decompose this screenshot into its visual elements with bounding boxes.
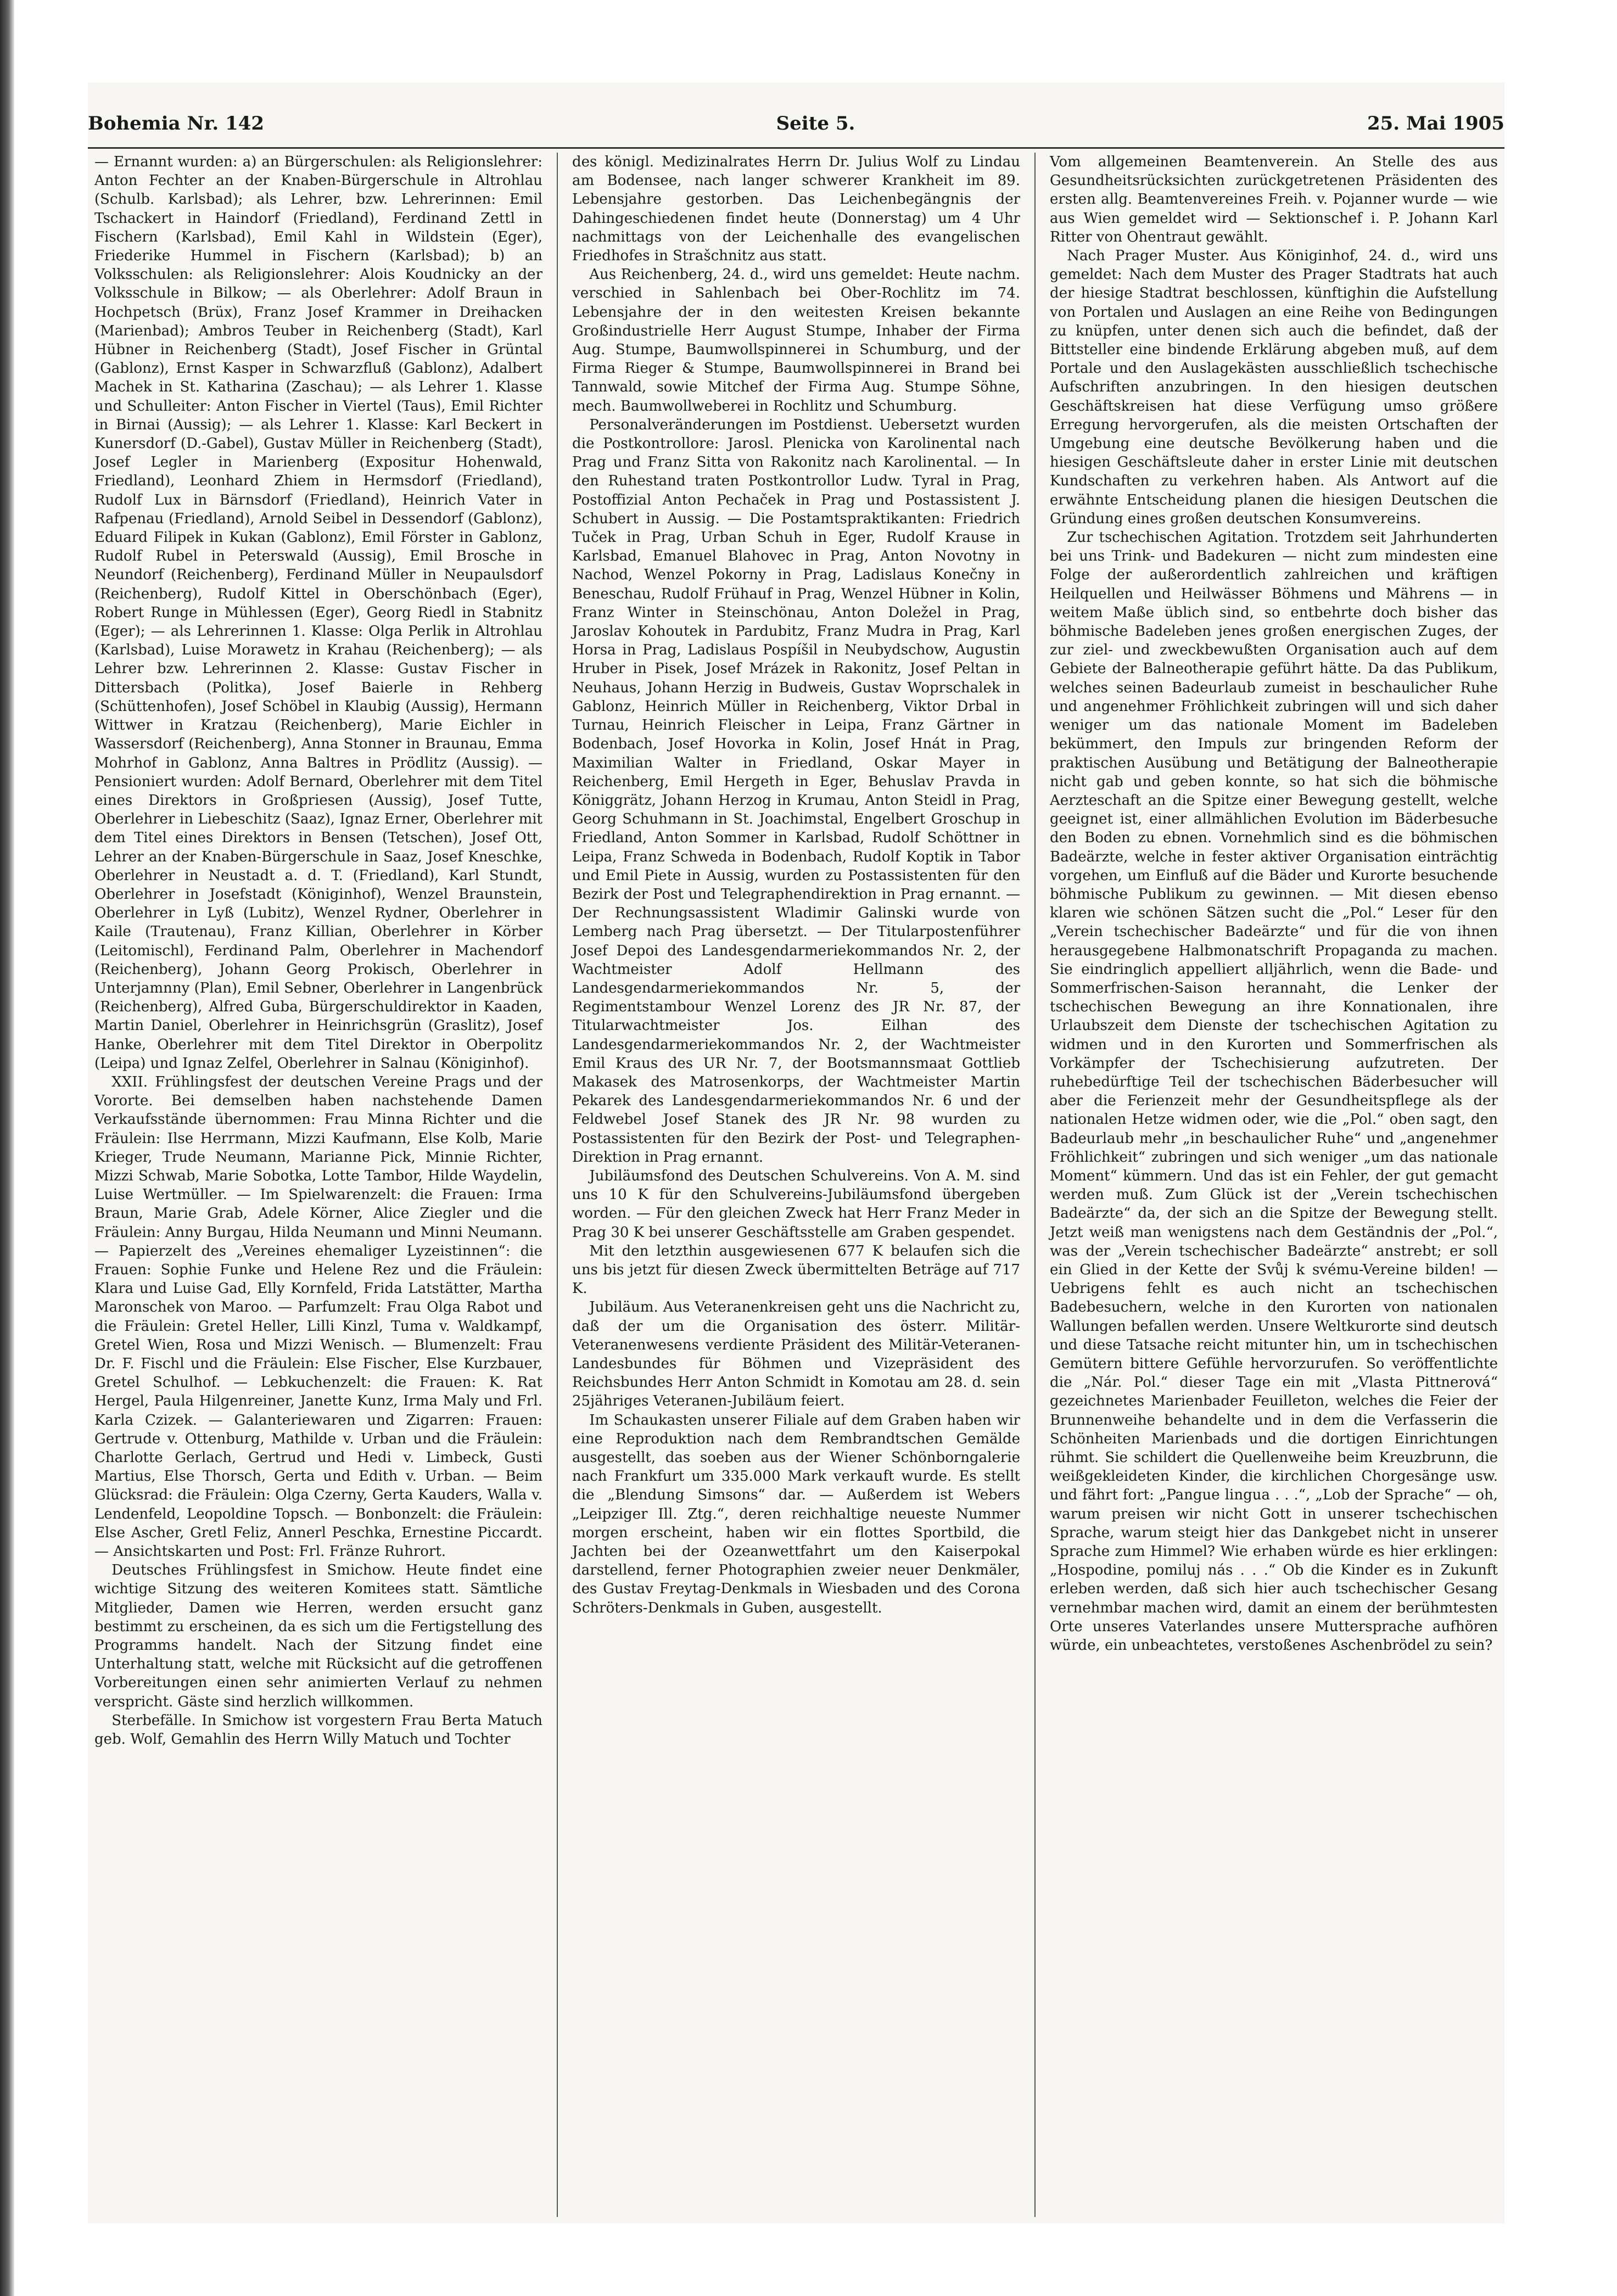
article-prague-model: Nach Prager Muster. Aus Königinhof, 24. d., wird uns gemeldet: Nach dem Muster des Prager Stadtrats hat auch der hiesige Stadtrat beschlossen, künftighin die Aufstellung von Portalen und Auslagen an eine Reihe von Bedingungen zu knüpfen, unter denen sich auch die befindet, daß der Bittsteller eine bindende Erklärung abgeben muß, auf dem Portale und den Auslagekästen ausschließlich tschechische Aufschriften anzubringen. In den hiesigen deutschen Geschäftskreisen hat diese Verfügung umso größere Erregung hervorgerufen, als die meisten Ortschaften der Umgebung eine deutsche Bevölkerung haben und die hiesigen Geschäftsleute daher in erster Linie mit deutschen Kundschaften zu verkehren haben. Als Antwort auf die erwähnte Entscheidung planen die hiesigen Deutschen die Gründung eines großen deutschen Konsumvereins.	[1050, 248, 1498, 527]
column-divider	[1027, 153, 1043, 2217]
columns	[88, 153, 1504, 2217]
article-school-fund: Jubiläumsfond des Deutschen Schulvereins. Von A. M. sind uns 10 K für den Schulvereins-Jubiläumsfond übergeben worden. — Für den gleichen Zweck hat Herr Franz Meder in Prag 30 K bei unserer Geschäftsstelle am Graben gespendet.	[572, 1167, 1020, 1241]
article-czech-agitation: Zur tschechischen Agitation. Trotzdem seit Jahrhunderten bei uns Trink- und Badekuren — nicht zum mindesten eine Folge der außerordentlich zahlreichen und kräftigen Heilquellen und Heilwässer Böhmens und Mährens — in weitem Maße üblich sind, so entbehrte doch bisher das böhmische Badeleben jenes großen energischen Zuges, der zur ziel- und zweckbewußten Organisation auch auf dem Gebiete der Balneotherapie geführt hätte. Da das Publikum, welches seinen Badeurlaub zumeist in beschaulicher Ruhe und angenehmer Fröhlichkeit zubringen will und sich daher weniger um das nationale Moment im Badeleben bekümmert, den Impuls zur bringenden Reform der praktischen Ausübung und Betätigung der Balneotherapie nicht gab und geben konnte, so hat sich die böhmische Aerzteschaft an die Spitze einer Bewegung gestellt, welche geeignet ist, einer allmählichen Evolution im Bäderbesuche den Boden zu ebnen. Vornehmlich sind es die böhmischen Badeärzte, welche in fester aktiver Organisation einträchtig vorgehen, um Einfluß auf die Bäder und Kurorte besuchende böhmische Publikum zu gewinnen. — Mit diesen ebenso klaren wie schönen Sätzen sucht die „Pol.“ Leser für den „Verein tschechischer Badeärzte“ und für die von ihnen herausgegebene Halbmonatschrift Propaganda zu machen. Sie eindringlich appelliert alljährlich, wenn die Bade- und Sommerfrischen-Saison herannaht, die Lenker der tschechischen Bewegung an ihre Konnationalen, ihre Urlaubszeit dem Dienste der tschechischen Agitation zu widmen und in den Kurorten und Sommerfrischen als Vorkämpfer der Tschechisierung aufzutreten. Der ruhebedürftige Teil der tschechischen Bäderbesucher will aber die Ferienzeit mehr der Gesundheitspflege als der nationalen Hetze widmen oder, wie die „Pol.“ oben sagt, den Badeurlaub mehr „in beschaulicher Ruhe“ und „angenehmer Fröhlichkeit“ zubringen und sich weniger „um das nationale Moment“ kümmern. Und das ist ein Fehler, der gut gemacht werden muß. Zum Glück ist der „Verein tschechischen Badeärzte“ da, der sich an die Spitze der Bewegung stellt. Jetzt weiß man wenigstens nach dem Geständnis der „Pol.“, was der „Verein tschechischer Badeärzte“ anstrebt; er soll ein Glied in der Kette der Svůj k svému-Vereine bilden! — Uebrigens fehlt es auch nicht an tschechischen Badebesuchern, welche in den Kurorten von nationalen Wallungen befallen werden. Unsere Weltkurorte sind deutsch und diese Tatsache reicht mitunter hin, um in tschechischen Gemütern bittere Gefühle hervorzurufen. So veröffentlichte die „Nár. Pol.“ dieser Tage ein mit „Vlasta Pittnerová“ gezeichnetes Marienbader Feuilleton, welches die Feier der Brunnenweihe behandelte und in dem die Verfasserin die Schönheiten Marienbads und die dortigen Einrichtungen rühmt. Sie schildert die Quellenweihe beim Kreuzbrunn, die weißgekleideten Kinder, die kirchlichen Chorgesänge usw. und fährt fort: „Pangue lingua . . .“, „Lob der Sprache“ — oh, warum preisen wir nicht Gott in unserer tschechischen Sprache, warum steigt hier das Dankgebet nicht in unserer Sprache zum Himmel? Wie erhaben würde es hier erklingen: „Hospodine, pomiluj nás . . .“ Ob die Kinder es in Zukunft erleben werden, daß sich hier auch tschechischer Gesang vernehmbar machen wird, damit an einem der berühmtesten Orte unseres Vaterlandes unsere Muttersprache aufhören würde, ein unbeachtetes, verstoßenes Aschenbrödel zu sein?	[1050, 529, 1498, 1654]
header-date: 25. Mai 1905	[1367, 113, 1504, 135]
article-deaths-continued: des königl. Medizinalrates Herrn Dr. Julius Wolf zu Lindau am Bodensee, nach langer schwerer Krankheit im 89. Lebensjahre gestorben. Das Leichenbegängnis der Dahingeschiedenen findet heute (Donnerstag) um 4 Uhr nachmittags von der Leichenhalle des evangelischen Friedhofes in Strašchnitz aus statt.	[572, 154, 1020, 265]
column-3	[1043, 153, 1504, 2217]
article-reichenberg: Aus Reichenberg, 24. d., wird uns gemeldet: Heute nachm. verschied in Sahlenbach bei Ober-Rochlitz im 74. Lebensjahre der in den weitesten Kreisen bekannte Großindustrielle Herr August Stumpe, Inhaber der Firma Aug. Stumpe, Baumwollspinnerei in Schumburg, und der Firma Rieger & Stumpe, Baumwollspinnerei in Brand bei Tannwald, sowie Mitchef der Firma Aug. Stumpe Söhne, mech. Baumwollweberei in Rochlitz und Schumburg.	[572, 266, 1020, 415]
header-publication: Bohemia Nr. 142	[88, 113, 265, 135]
header-rule	[88, 147, 1504, 149]
article-school-fund-total: Mit den letzthin ausgewiesenen 677 K belaufen sich die uns bis jetzt für diesen Zweck übermittelten Beträge auf 717 K.	[572, 1242, 1020, 1297]
article-smichow-festival: Deutsches Frühlingsfest in Smichow. Heute findet eine wichtige Sitzung des weiteren Komitees statt. Sämtliche Mitglieder, Damen wie Herren, werden ersucht ganz bestimmt zu erscheinen, da es sich um die Fertigstellung des Programms handelt. Nach der Sitzung findet eine Unterhaltung statt, welche mit Rücksicht auf die getroffenen Vorbereitungen einen sehr animierten Verlauf zu nehmen verspricht. Gäste sind herzlich willkommen.	[94, 1562, 542, 1710]
newspaper-page	[88, 82, 1504, 2224]
article-appointments: — Ernannt wurden: a) an Bürgerschulen: als Religionslehrer: Anton Fechter an der Knaben-Bürgerschule in Altrohlau (Schulb. Karlsbad); als Lehrer, bzw. Lehrerinnen: Emil Tschackert in Haindorf (Friedland), Ferdinand Zettl in Fischern (Karlsbad), Emil Kahl in Wildstein (Eger), Friederike Hummel in Fischern (Karlsbad); b) an Volksschulen: als Religionslehrer: Alois Koudnicky an der Volksschule in Bilkow; — als Oberlehrer: Adolf Braun in Hochpetsch (Brüx), Franz Josef Krammer in Dreihacken (Marienbad); Ambros Teuber in Reichenberg (Stadt), Karl Hübner in Reichenberg (Stadt), Josef Fischer in Grüntal (Gablonz), Ernst Kasper in Schwarzfluß (Gablonz), Adalbert Machek in St. Katharina (Zaschau); — als Lehrer 1. Klasse und Schulleiter: Anton Fischer in Viertel (Taus), Emil Richter in Birnai (Aussig); — als Lehrer 1. Klasse: Karl Beckert in Kunersdorf (D.-Gabel), Gustav Müller in Reichenberg (Stadt), Josef Legler in Marienberg (Expositur Hohenwald, Friedland), Leonhard Zhiem in Hermsdorf (Friedland), Rudolf Lux in Bärnsdorf (Friedland), Heinrich Vater in Rafpenau (Friedland), Arnold Seibel in Dessendorf (Gablonz), Eduard Filipek in Kukan (Gablonz), Emil Förster in Gablonz, Rudolf Rubel in Peterswald (Aussig), Emil Brosche in Neundorf (Reichenberg), Ferdinand Müller in Neupaulsdorf (Reichenberg), Rudolf Kittel in Oberschönbach (Eger), Robert Runge in Mühlessen (Eger), Georg Riedl in Stabnitz (Eger); — als Lehrerinnen 1. Klasse: Olga Perlik in Altrohlau (Karlsbad), Luise Morawetz in Krahau (Reichenberg); — als Lehrer bzw. Lehrerinnen 2. Klasse: Gustav Fischer in Dittersbach (Politka), Josef Baierle in Rehberg (Schüttenhofen), Josef Schöbel in Klaubig (Aussig), Hermann Wittwer in Kratzau (Reichenberg), Marie Eichler in Wassersdorf (Reichenberg), Anna Stonner in Braunau, Emma Mohrhof in Gablonz, Anna Baltres in Prödlitz (Aussig). — Pensioniert wurden: Adolf Bernard, Oberlehrer mit dem Titel eines Direktors in Großpriesen (Aussig), Josef Tutte, Oberlehrer in Liebeschitz (Saaz), Ignaz Erner, Oberlehrer mit dem Titel eines Direktors in Bensen (Tetschen), Josef Ott, Lehrer an der Knaben-Bürgerschule in Saaz, Josef Kneschke, Oberlehrer in Neustadt a. d. T. (Friedland), Karl Stundt, Oberlehrer in Josefstadt (Königinhof), Wenzel Braunstein, Oberlehrer in Lyß (Lubitz), Wenzel Rydner, Oberlehrer in Kaile (Trautenau), Franz Killian, Oberlehrer in Körber (Leitomischl), Ferdinand Palm, Oberlehrer in Machendorf (Reichenberg), Johann Georg Prokisch, Oberlehrer in Unterjamnny (Plan), Emil Sebner, Oberlehrer in Langenbrück (Reichenberg), Alfred Guba, Bürgerschuldirektor in Kaaden, Martin Daniel, Oberlehrer in Heinrichsgrün (Graslitz), Josef Hanke, Oberlehrer mit dem Titel Direktor in Oberpolitz (Leipa) und Ignaz Zelfel, Oberlehrer in Salnau (Königinhof).	[94, 154, 542, 1072]
scan-edge	[0, 0, 14, 2296]
article-civil-servants: Vom allgemeinen Beamtenverein. An Stelle des aus Gesundheitsrücksichten zurückgetretenen Präsidenten des ersten allg. Beamtenvereines Freih. v. Pojanner wurde — wie aus Wien gemeldet wird — Sektionschef i. P. Johann Karl Ritter von Ohentraut gewählt.	[1050, 154, 1498, 245]
column-1	[88, 153, 549, 2217]
article-deaths: Sterbefälle. In Smichow ist vorgestern Frau Berta Matuch geb. Wolf, Gemahlin des Herrn Willy Matuch und Tochter	[94, 1712, 542, 1748]
column-divider	[549, 153, 566, 2217]
page-header	[88, 104, 1504, 143]
column-2	[566, 153, 1027, 2217]
article-postal-personnel: Personalveränderungen im Postdienst. Uebersetzt wurden die Postkontrollore: Jarosl. Plenicka von Karolinental nach Prag und Franz Sitta von Rakonitz nach Karolinental. — In den Ruhestand traten Postkontrollor Ludw. Tyral in Prag, Postoffizial Anton Pechaček in Prag und Postassistent J. Schubert in Aussig. — Die Postamtspraktikanten: Friedrich Tuček in Prag, Urban Schuh in Eger, Rudolf Krause in Karlsbad, Emanuel Blahovec in Prag, Anton Novotny in Nachod, Wenzel Pokorny in Prag, Ladislaus Konečny in Beneschau, Rudolf Frühauf in Prag, Wenzel Hübner in Kolin, Franz Winter in Steinschönau, Anton Doležel in Prag, Jaroslav Kohoutek in Pardubitz, Franz Mudra in Prag, Karl Horsa in Prag, Ladislaus Pospíšil in Neubydschow, Augustin Hruber in Pisek, Josef Mrázek in Rakonitz, Josef Peltan in Neuhaus, Johann Herzig in Budweis, Gustav Woprschalek in Gablonz, Heinrich Müller in Reichenberg, Viktor Drbal in Turnau, Heinrich Fleischer in Leipa, Franz Gärtner in Bodenbach, Josef Hovorka in Kolin, Josef Hnát in Prag, Maximilian Walter in Friedland, Oskar Mayer in Reichenberg, Emil Hergeth in Eger, Behuslav Pravda in Königgrätz, Johann Herzog in Krumau, Anton Steidl in Prag, Georg Schuhmann in St. Joachimstal, Engelbert Groschup in Friedland, Anton Sommer in Karlsbad, Rudolf Schöttner in Leipa, Franz Schweda in Bodenbach, Rudolf Koptik in Tabor und Emil Piete in Aussig, wurden zu Postassistenten für den Bezirk der Post und Telegraphendirektion in Prag ernannt. — Der Rechnungsassistent Wladimir Galinski wurde von Lemberg nach Prag übersetzt. — Der Titularpostenführer Josef Depoi des Landesgendarmeriekommandos Nr. 2, der Wachtmeister Adolf Hellmann des Landesgendarmeriekommandos Nr. 5, der Regimentstambour Wenzel Lorenz des JR Nr. 87, der Titularwachtmeister Jos. Eilhan des Landesgendarmeriekommandos Nr. 2, der Wachtmeister Emil Kraus des UR Nr. 7, der Bootsmannsmaat Gottlieb Makasek des Matrosenkorps, der Wachtmeister Martin Pekarek des Landesgendarmeriekommandos Nr. 6 und der Feldwebel Josef Stanek des JR Nr. 98 wurden zu Postassistenten für den Bezirk der Post- und Telegraphen-Direktion in Prag ernannt.	[572, 416, 1020, 1166]
header-page-number: Seite 5.	[776, 113, 855, 135]
article-showcase: Im Schaukasten unserer Filiale auf dem Graben haben wir eine Reproduktion nach dem Rembrandtschen Gemälde ausgestellt, das soeben aus der Wiener Schönborngalerie nach Frankfurt um 335.000 Mark verkauft wurde. Es stellt die „Blendung Simsons“ dar. — Außerdem ist Webers „Leipziger Ill. Ztg.“, deren reichhaltige neueste Nummer morgen erscheint, haben wir ein flottes Sportbild, die Jachten bei der Ozeanwettfahrt um den Kaiserpokal darstellend, ferner Photographien zweier neuer Denkmäler, des Gustav Freytag-Denkmals in Wiesbaden und des Corona Schröters-Denkmals in Guben, ausgestellt.	[572, 1412, 1020, 1616]
article-spring-festival: XXII. Frühlingsfest der deutschen Vereine Prags und der Vororte. Bei demselben haben nachstehende Damen Verkaufsstände übernommen: Frau Minna Richter und die Fräulein: Ilse Herrmann, Mizzi Kaufmann, Else Kolb, Marie Krieger, Trude Neumann, Marianne Pick, Minnie Richter, Mizzi Schwab, Marie Sobotka, Lotte Tambor, Hilde Waydelin, Luise Wertmüller. — Im Spielwarenzelt: die Frauen: Irma Braun, Marie Grab, Adele Körner, Alice Ziegler und die Fräulein: Anny Burgau, Hilda Neumann und Minni Neumann. — Papierzelt des „Vereines ehemaliger Lyzeistinnen“: die Frauen: Sophie Funke und Helene Rez und die Fräulein: Klara und Luise Gad, Elly Kornfeld, Frida Latstätter, Martha Maronschek von Maroo. — Parfumzelt: Frau Olga Rabot und die Fräulein: Gretel Heller, Lilli Kinzl, Tuma v. Waldkampf, Gretel Wien, Rosa und Mizzi Wenisch. — Blumenzelt: Frau Dr. F. Fischl und die Fräulein: Else Fischer, Else Kurzbauer, Gretel Schulhof. — Lebkuchenzelt: die Frauen: K. Rat Hergel, Paula Hilgenreiner, Janette Kunz, Irma Maly und Frl. Karla Czizek. — Galanteriewaren und Zigarren: Frauen: Gertrude v. Ottenburg, Mathilde v. Urban und die Fräulein: Charlotte Gerlach, Gertrud und Hedi v. Limbeck, Gusti Martius, Else Thorsch, Gerta und Edith v. Urban. — Beim Glücksrad: die Fräulein: Olga Czerny, Gerta Kauders, Walla v. Lendenfeld, Leopoldine Topsch. — Bonbonzelt: die Fräulein: Else Ascher, Gretl Feliz, Annerl Peschka, Ernestine Piccardt. — Ansichtskarten und Post: Frl. Fränze Ruhrort.	[94, 1073, 542, 1560]
article-jubilee: Jubiläum. Aus Veteranenkreisen geht uns die Nachricht zu, daß der um die Organisation des österr. Militär-Veteranenwesens verdiente Präsident des Militär-Veteranen-Landesbundes für Böhmen und Vizepräsident des Reichsbundes Herr Anton Schmidt in Komotau am 28. d. sein 25jähriges Veteranen-Jubiläum feiert.	[572, 1299, 1020, 1410]
